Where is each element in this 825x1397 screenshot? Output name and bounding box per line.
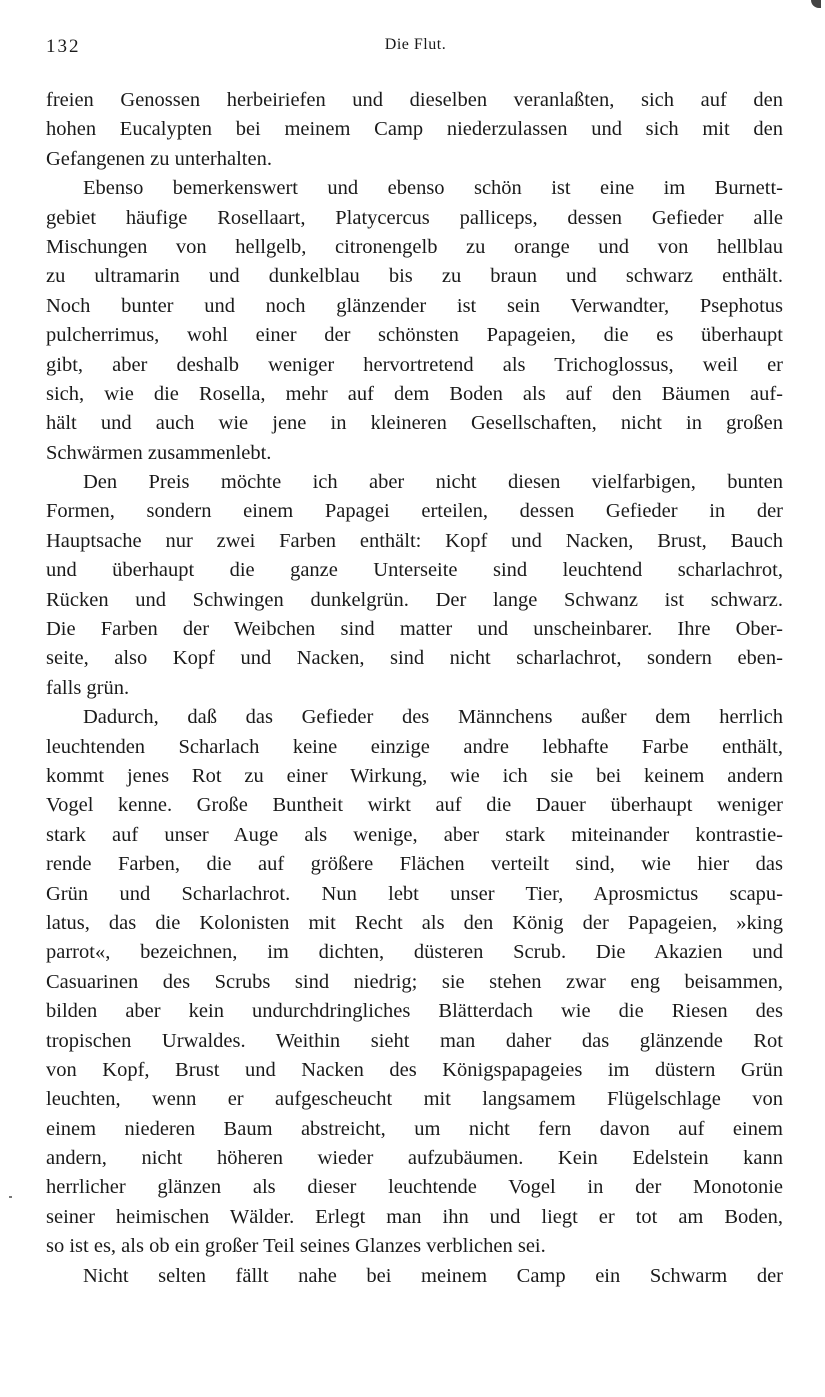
paragraph (46, 703, 783, 1261)
text-line: latus, das die Kolonisten mit Recht als den König der Papageien, »king (46, 911, 783, 934)
page-number: 132 (46, 36, 81, 57)
text-line: gibt, aber deshalb weniger hervortretend als Trichoglossus, weil er (46, 353, 783, 376)
text-line: seiner heimischen Wälder. Erlegt man ihn und liegt er tot am Boden, (46, 1205, 783, 1228)
paragraph (46, 174, 783, 468)
text-line: Rücken und Schwingen dunkelgrün. Der lange Schwanz ist schwarz. (46, 588, 783, 611)
text-line: Nicht selten fällt nahe bei meinem Camp ein Schwarm der (83, 1264, 783, 1287)
text-line: Noch bunter und noch glänzender ist sein Verwandter, Psephotus (46, 294, 783, 317)
text-line: herrlicher glänzen als dieser leuchtende Vogel in der Monotonie (46, 1176, 783, 1199)
body-text (46, 86, 783, 1291)
text-line: einem niederen Baum abstreicht, um nicht fern davon auf einem (46, 1117, 783, 1140)
text-line: leuchtenden Scharlach keine einzige andre lebhafte Farbe enthält, (46, 735, 783, 758)
text-line: gebiet häufige Rosellaart, Platycercus palliceps, dessen Gefieder alle (46, 206, 783, 229)
text-line: Grün und Scharlachrot. Nun lebt unser Tier, Aprosmictus scapu- (46, 882, 783, 905)
text-line: von Kopf, Brust und Nacken des Königspapageies im düstern Grün (46, 1058, 783, 1081)
text-line: Hauptsache nur zwei Farben enthält: Kopf und Nacken, Brust, Bauch (46, 529, 783, 552)
text-line: und überhaupt die ganze Unterseite sind leuchtend scharlachrot, (46, 559, 783, 582)
text-line: kommt jenes Rot zu einer Wirkung, wie ich sie bei keinem andern (46, 764, 783, 787)
text-line: leuchten, wenn er aufgescheucht mit langsamem Flügelschlage von (46, 1088, 783, 1111)
text-line: rende Farben, die auf größere Flächen verteilt sind, wie hier das (46, 853, 783, 876)
text-line: stark auf unser Auge als wenige, aber stark miteinander kontrastie- (46, 823, 783, 846)
running-head: Die Flut. (384, 36, 447, 53)
text-line: seite, also Kopf und Nacken, sind nicht scharlachrot, sondern eben- (46, 647, 783, 670)
text-line: Mischungen von hellgelb, citronengelb zu orange und von hellblau (46, 235, 783, 258)
text-line: sich, wie die Rosella, mehr auf dem Boden als auf den Bäumen auf- (46, 382, 783, 405)
paragraph (46, 86, 783, 174)
text-line: so ist es, als ob ein großer Teil seines Glanzes verblichen sei. (46, 1235, 546, 1258)
paragraph (46, 1262, 783, 1291)
text-line: Vogel kenne. Große Buntheit wirkt auf die Dauer überhaupt weniger (46, 794, 783, 817)
text-line: andern, nicht höheren wieder aufzubäumen. Kein Edelstein kann (46, 1147, 783, 1170)
page-header (46, 36, 785, 60)
text-line: falls grün. (46, 676, 130, 699)
text-line: tropischen Urwaldes. Weithin sieht man daher das glänzende Rot (46, 1029, 783, 1052)
text-line: Schwärmen zusammenlebt. (46, 441, 272, 464)
text-line: parrot«, bezeichnen, im dichten, düsteren Scrub. Die Akazien und (46, 941, 783, 964)
text-line: Formen, sondern einem Papagei erteilen, dessen Gefieder in der (46, 500, 783, 523)
text-line: hält und auch wie jene in kleineren Gesellschaften, nicht in großen (46, 412, 783, 435)
text-line: Gefangenen zu unterhalten. (46, 147, 272, 170)
text-line: freien Genossen herbeiriefen und dieselben veranlaßten, sich auf den (46, 89, 783, 111)
text-line: Ebenso bemerkenswert und ebenso schön ist eine im Burnett- (83, 177, 783, 200)
text-line: hohen Eucalypten bei meinem Camp niederzulassen und sich mit den (46, 118, 783, 141)
scan-margin-speck (9, 1196, 12, 1198)
text-line: Den Preis möchte ich aber nicht diesen vielfarbigen, bunten (83, 471, 783, 494)
paragraph (46, 468, 783, 703)
text-line: Die Farben der Weibchen sind matter und unscheinbarer. Ihre Ober- (46, 618, 783, 641)
text-line: bilden aber kein undurchdringliches Blätterdach wie die Riesen des (46, 1000, 783, 1023)
text-line: Dadurch, daß das Gefieder des Männchens außer dem herrlich (83, 706, 783, 729)
text-line: pulcherrimus, wohl einer der schönsten Papageien, die es überhaupt (46, 324, 783, 347)
text-line: Casuarinen des Scrubs sind niedrig; sie stehen zwar eng beisammen, (46, 970, 783, 993)
text-line: zu ultramarin und dunkelblau bis zu braun und schwarz enthält. (46, 265, 783, 288)
scan-corner-mark (811, 0, 821, 8)
